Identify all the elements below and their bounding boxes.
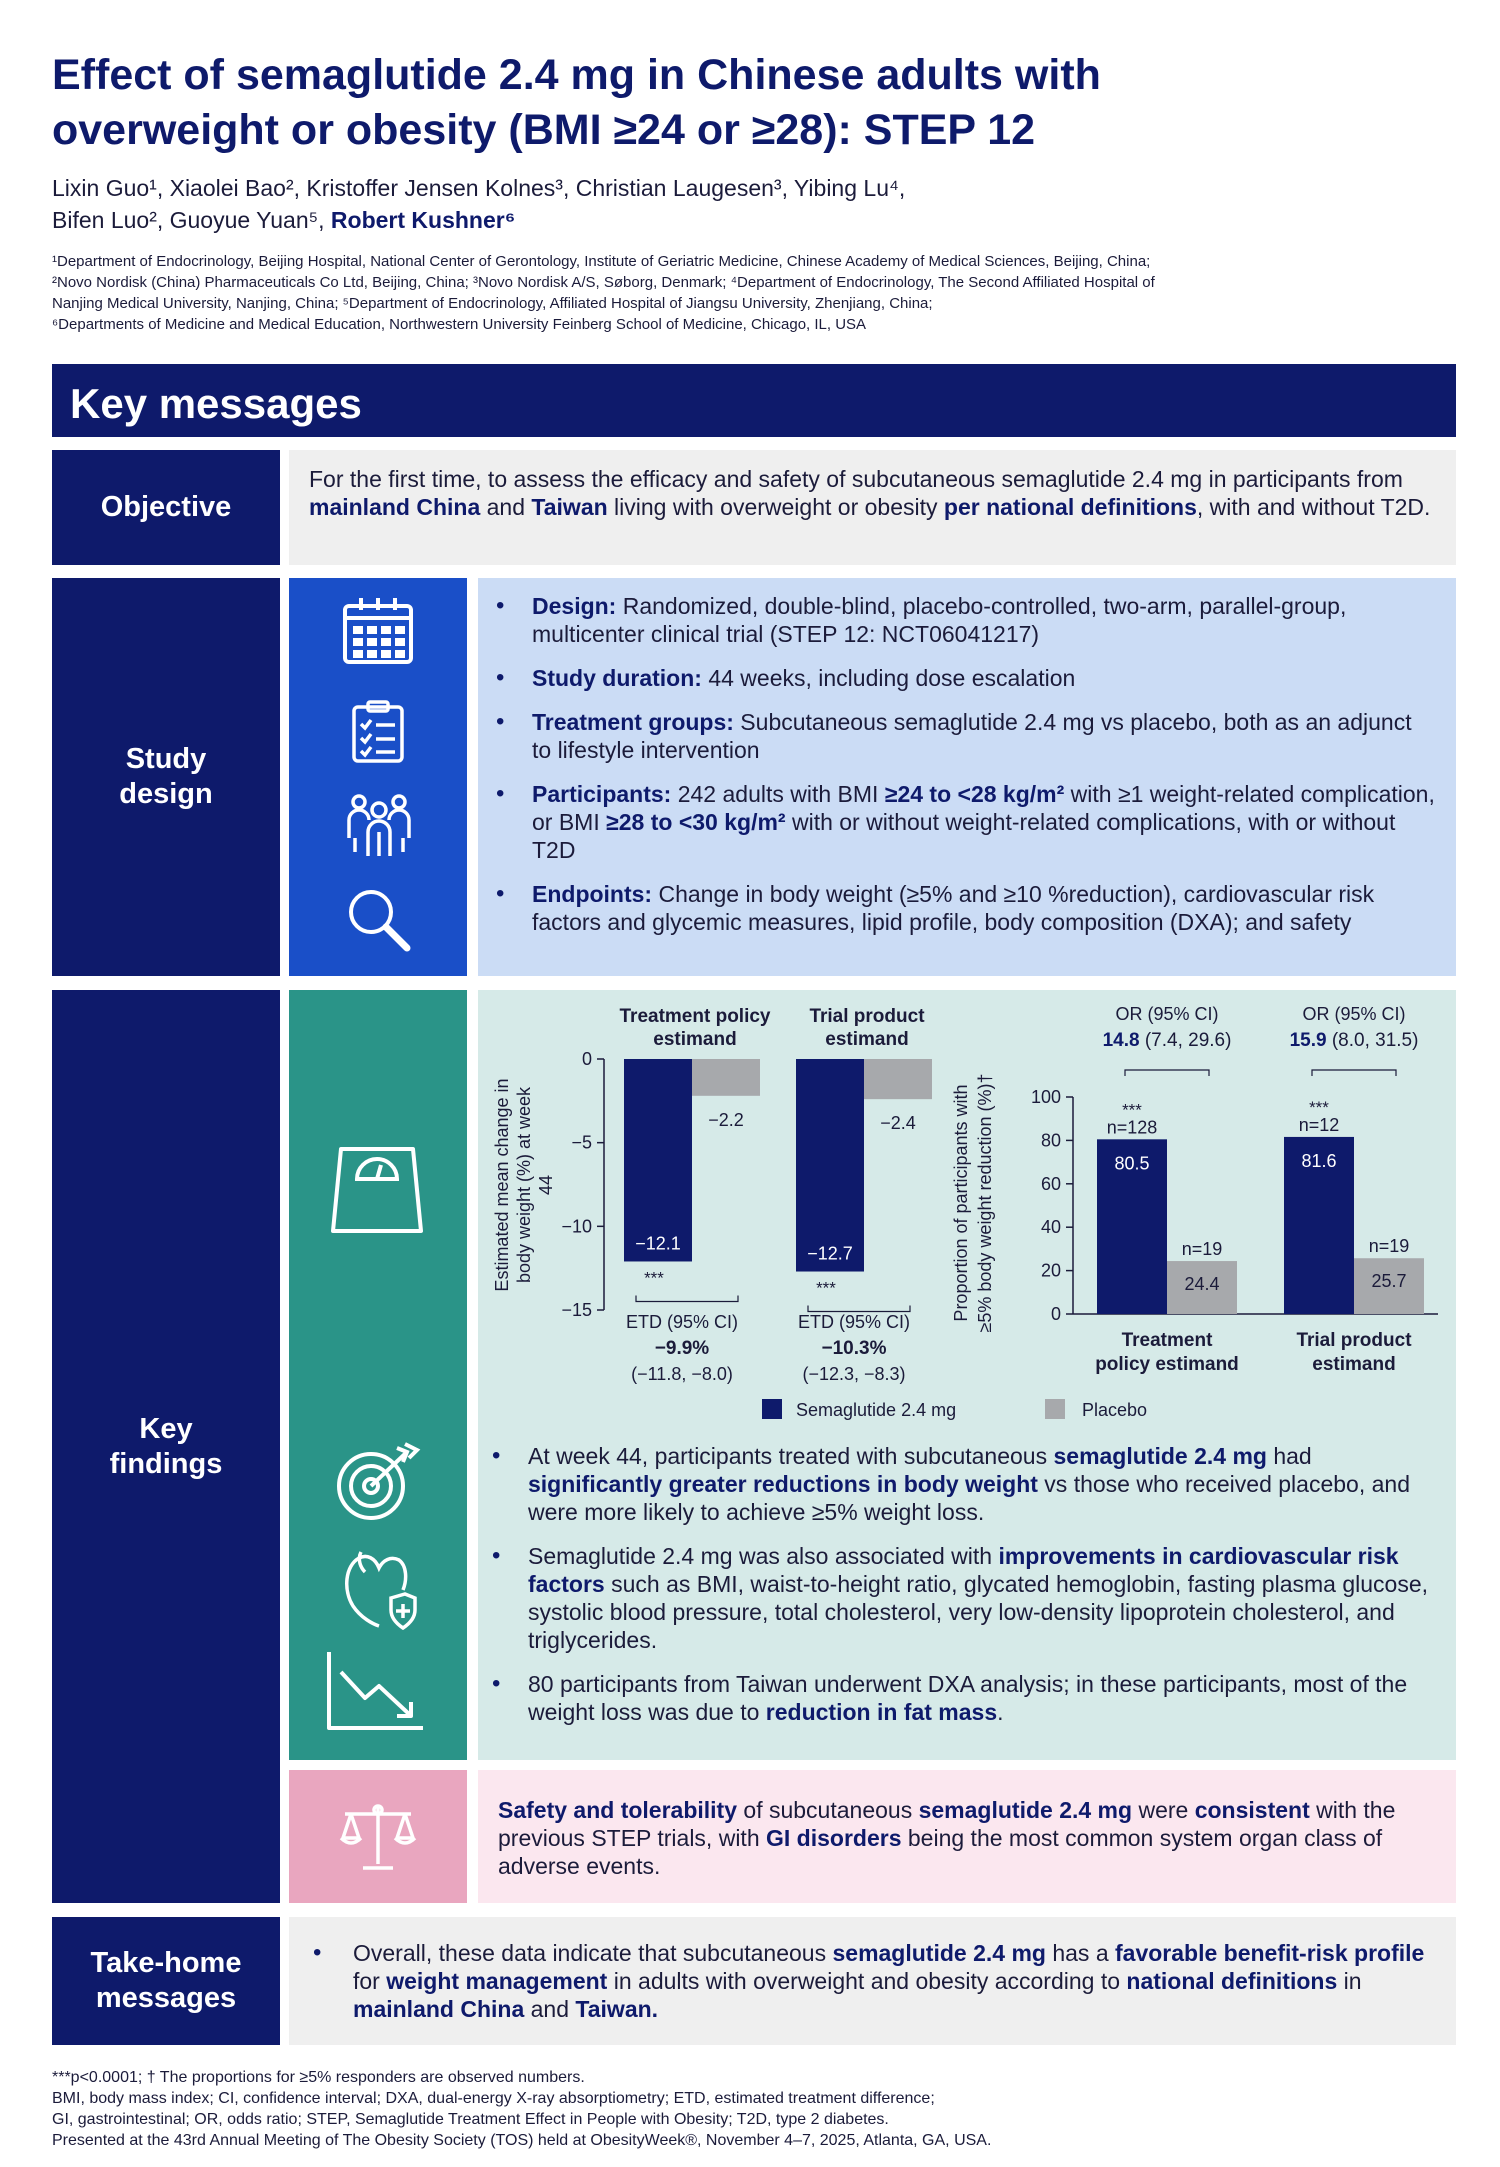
etd-label: ETD (95% CI) — [797, 1312, 911, 1332]
findings-bullets-wrap — [492, 1442, 1438, 1742]
n-label: n=128 — [1106, 1117, 1158, 1138]
safety-icon-column — [289, 1770, 467, 1903]
finding-bullet-cardio: • Semaglutide 2.4 mg was also associated with improvements in cardiovascular risk factors such as BMI, waist-to-height ratio, glycated hemoglobin, fasting plasma glucose, systolic blood pressure, total cholesterol, very low-density lipoprotein cholesterol, and triglycerides. — [492, 1542, 1438, 1654]
treatment-groups-bullet: • Treatment groups: Subcutaneous semaglutide 2.4 mg vs placebo, both as an adjunct to lifestyle intervention — [496, 708, 1436, 764]
y-tick-label: 100 — [1030, 1087, 1061, 1107]
calendar-icon — [341, 596, 415, 666]
category-label: Treatment policy — [619, 1006, 771, 1027]
significance-marker: *** — [1309, 1097, 1329, 1117]
balance-scale-icon — [339, 1802, 417, 1872]
authors — [52, 172, 1472, 236]
authors-line-1: Lixin Guo¹, Xiaolei Bao², Kristoffer Jensen Kolnes³, Christian Laugesen³, Yibing Lu⁴, — [52, 175, 906, 201]
significance-marker: *** — [644, 1268, 664, 1288]
safety-panel — [478, 1770, 1456, 1903]
etd-ci: (−11.8, −8.0) — [631, 1364, 733, 1384]
bracket — [636, 1295, 738, 1301]
bar-value-label: −12.7 — [807, 1243, 853, 1264]
study-design-icon-column — [289, 578, 467, 976]
title-line-2: overweight or obesity (BMI ≥24 or ≥28): STEP 12 — [52, 106, 1036, 154]
results-charts — [478, 990, 1456, 1460]
bar-value-label: 81.6 — [1301, 1150, 1337, 1171]
title-line-1: Effect of semaglutide 2.4 mg in Chinese adults with — [52, 51, 1101, 99]
study-design-label — [52, 578, 280, 976]
category-label: Treatment — [1121, 1330, 1213, 1351]
y-axis-label: body weight (%) at week — [514, 1086, 534, 1284]
finding-bullet-dxa: • 80 participants from Taiwan underwent DXA analysis; in these participants, most of the weight loss was due to reduction in fat mass. — [492, 1670, 1438, 1726]
endpoints-bullet: • Endpoints: Change in body weight (≥5% and ≥10 %reduction), cardiovascular risk factors and glycemic measures, lipid profile, body composition (DXA); and safety — [496, 880, 1436, 936]
objective-label-text: Objective — [100, 491, 232, 523]
target-icon — [333, 1442, 421, 1522]
y-axis-label: 44 — [536, 1174, 556, 1196]
legend-label-semaglutide: Semaglutide 2.4 mg — [796, 1400, 957, 1420]
authors-line-2 — [52, 204, 1472, 236]
placebo-bar — [692, 1059, 760, 1096]
n-label: n=19 — [1368, 1236, 1410, 1257]
legend-swatch-placebo — [1045, 1399, 1065, 1419]
y-axis-label: Proportion of participants with — [951, 1084, 971, 1322]
declining-chart-icon — [325, 1650, 425, 1732]
objective-text: For the first time, to assess the efficacy and safety of subcutaneous semaglutide 2.4 mg in participants from mainland China and Taiwan living with overweight or obesity per national definitions, with and without T2D. — [309, 466, 1431, 520]
affiliation-line: Nanjing Medical University, Nanjing, China; ⁵Department of Endocrinology, Affiliated Hospital of Jiangsu University, Zhenjiang, China; — [52, 295, 933, 312]
y-axis-label: Estimated mean change in — [492, 1078, 512, 1292]
key-findings-icon-column — [289, 990, 467, 1760]
category-label: Trial product — [1296, 1330, 1412, 1351]
category-label: policy estimand — [1095, 1354, 1239, 1375]
safety-text: Safety and tolerability of subcutaneous semaglutide 2.4 mg were consistent with the previous STEP trials, with GI disorders being the most common system organ class of adverse events. — [498, 1797, 1396, 1879]
take-home-bullet: • Overall, these data indicate that subcutaneous semaglutide 2.4 mg has a favorable benefit-risk profile for weight management in adults with overweight and obesity according to national definitions in mainland China and Taiwan. — [313, 1939, 1426, 2023]
y-tick-label: 80 — [1040, 1130, 1061, 1151]
magnifier-icon — [345, 886, 413, 954]
objective-label — [52, 450, 280, 565]
bracket — [1125, 1070, 1209, 1076]
group-people-icon — [339, 790, 419, 860]
take-home-label-line: messages — [95, 1982, 237, 2014]
duration-bullet: • Study duration: 44 weeks, including dose escalation — [496, 664, 1436, 692]
affiliation-line: ⁶Departments of Medicine and Medical Education, Northwestern University Feinberg School of Medicine, Chicago, IL, USA — [52, 316, 867, 333]
findings-bullets — [492, 1442, 1438, 1726]
or-label: OR (95% CI) — [1302, 1004, 1406, 1024]
key-findings-label — [52, 990, 280, 1903]
footnote-line: GI, gastrointestinal; OR, odds ratio; STEP, Semaglutide Treatment Effect in People with Obesity; T2D, type 2 diabetes. — [52, 2111, 889, 2128]
y-tick-label: 20 — [1040, 1260, 1061, 1281]
y-tick-label: 0 — [1050, 1304, 1061, 1324]
bracket — [1312, 1070, 1396, 1076]
poster-title — [52, 48, 1472, 158]
key-messages-header: Key messages — [52, 364, 1456, 437]
legend-label-placebo: Placebo — [1082, 1400, 1148, 1420]
category-label: estimand — [825, 1029, 909, 1050]
bar-value-label: −12.1 — [635, 1233, 681, 1254]
take-home-label — [52, 1917, 280, 2045]
etd-value: −9.9% — [654, 1338, 710, 1359]
bar-value-label: 25.7 — [1371, 1271, 1407, 1292]
y-axis-label: ≥5% body weight reduction (%)† — [975, 1073, 995, 1333]
design-bullet: • Design: Randomized, double-blind, placebo-controlled, two-arm, parallel-group, multicenter clinical trial (STEP 12: NCT06041217) — [496, 592, 1436, 648]
etd-value: −10.3% — [821, 1338, 887, 1359]
heart-shield-icon — [339, 1550, 419, 1630]
semaglutide-bar — [796, 1059, 864, 1272]
bar-value-label: −2.4 — [880, 1113, 916, 1134]
etd-ci: (−12.3, −8.3) — [802, 1364, 906, 1384]
etd-label: ETD (95% CI) — [625, 1312, 739, 1332]
placebo-bar — [864, 1059, 932, 1099]
affiliation-line: ²Novo Nordisk (China) Pharmaceuticals Co Ltd, Beijing, China; ³Novo Nordisk A/S, Søborg, Denmark; ⁴Department of Endocrinology, The Second Affiliated Hospital of — [52, 274, 1155, 291]
study-design-label-line: Study — [125, 743, 207, 775]
bracket — [808, 1306, 910, 1312]
significance-marker: *** — [1122, 1100, 1142, 1120]
category-label: estimand — [1312, 1354, 1396, 1375]
bar-value-label: −2.2 — [708, 1109, 744, 1130]
study-design-panel — [478, 578, 1456, 976]
scale-icon — [329, 1145, 425, 1235]
y-tick-label: −5 — [571, 1132, 592, 1153]
bar-value-label: 80.5 — [1114, 1153, 1150, 1174]
footnote-line: ***p<0.0001; † The proportions for ≥5% responders are observed numbers. — [52, 2069, 585, 2086]
affiliations — [52, 251, 1472, 335]
y-tick-label: −10 — [561, 1216, 592, 1237]
affiliation-line: ¹Department of Endocrinology, Beijing Hospital, National Center of Gerontology, Institute of Geriatric Medicine, Chinese Academy of Medical Sciences, Beijing, China; — [52, 253, 1151, 270]
participants-bullet: • Participants: 242 adults with BMI ≥24 to <28 kg/m² with ≥1 weight-related complication, or BMI ≥28 to <30 kg/m² with or without weight-related complications, with or without T2D — [496, 780, 1436, 864]
footnotes — [52, 2067, 1472, 2151]
n-label: n=12 — [1298, 1114, 1340, 1135]
footnote-line: BMI, body mass index; CI, confidence interval; DXA, dual-energy X-ray absorptiometry; ETD, estimated treatment difference; — [52, 2090, 935, 2107]
bar-value-label: 24.4 — [1184, 1274, 1220, 1295]
key-findings-label-line: findings — [109, 1447, 223, 1480]
y-tick-label: 40 — [1040, 1217, 1061, 1238]
y-tick-label: 60 — [1040, 1173, 1061, 1194]
semaglutide-bar — [624, 1059, 692, 1261]
key-findings-panel — [478, 990, 1456, 1760]
or-label: OR (95% CI) — [1115, 1004, 1219, 1024]
study-design-bullets — [496, 592, 1436, 936]
significance-marker: *** — [816, 1278, 836, 1298]
take-home-bullets — [313, 1939, 1426, 2023]
footnote-line: Presented at the 43rd Annual Meeting of The Obesity Society (TOS) held at ObesityWeek®, November 4–7, 2025, Atlanta, GA, USA. — [52, 2132, 992, 2149]
key-findings-label-line: Key — [139, 1412, 193, 1445]
y-tick-label: −15 — [561, 1300, 592, 1320]
category-label: estimand — [653, 1029, 737, 1050]
objective-panel — [289, 450, 1456, 565]
clipboard-checklist-icon — [351, 700, 405, 764]
take-home-label-line: Take-home — [90, 1947, 242, 1979]
or-value: 15.9 (8.0, 31.5) — [1289, 1030, 1419, 1051]
y-tick-label: 0 — [581, 1049, 592, 1069]
or-value: 14.8 (7.4, 29.6) — [1102, 1030, 1232, 1051]
take-home-panel — [289, 1917, 1456, 2045]
legend-swatch-semaglutide — [762, 1399, 782, 1419]
finding-bullet-weight: • At week 44, participants treated with subcutaneous semaglutide 2.4 mg had significantly greater reductions in body weight vs those who received placebo, and were more likely to achieve ≥5% weight loss. — [492, 1442, 1438, 1526]
authors-line-2-plain: Bifen Luo², Guoyue Yuan⁵, — [52, 207, 331, 233]
presenting-author: Robert Kushner⁶ — [330, 207, 516, 233]
n-label: n=19 — [1181, 1239, 1223, 1260]
study-design-label-line: design — [119, 778, 213, 810]
category-label: Trial product — [809, 1006, 925, 1027]
